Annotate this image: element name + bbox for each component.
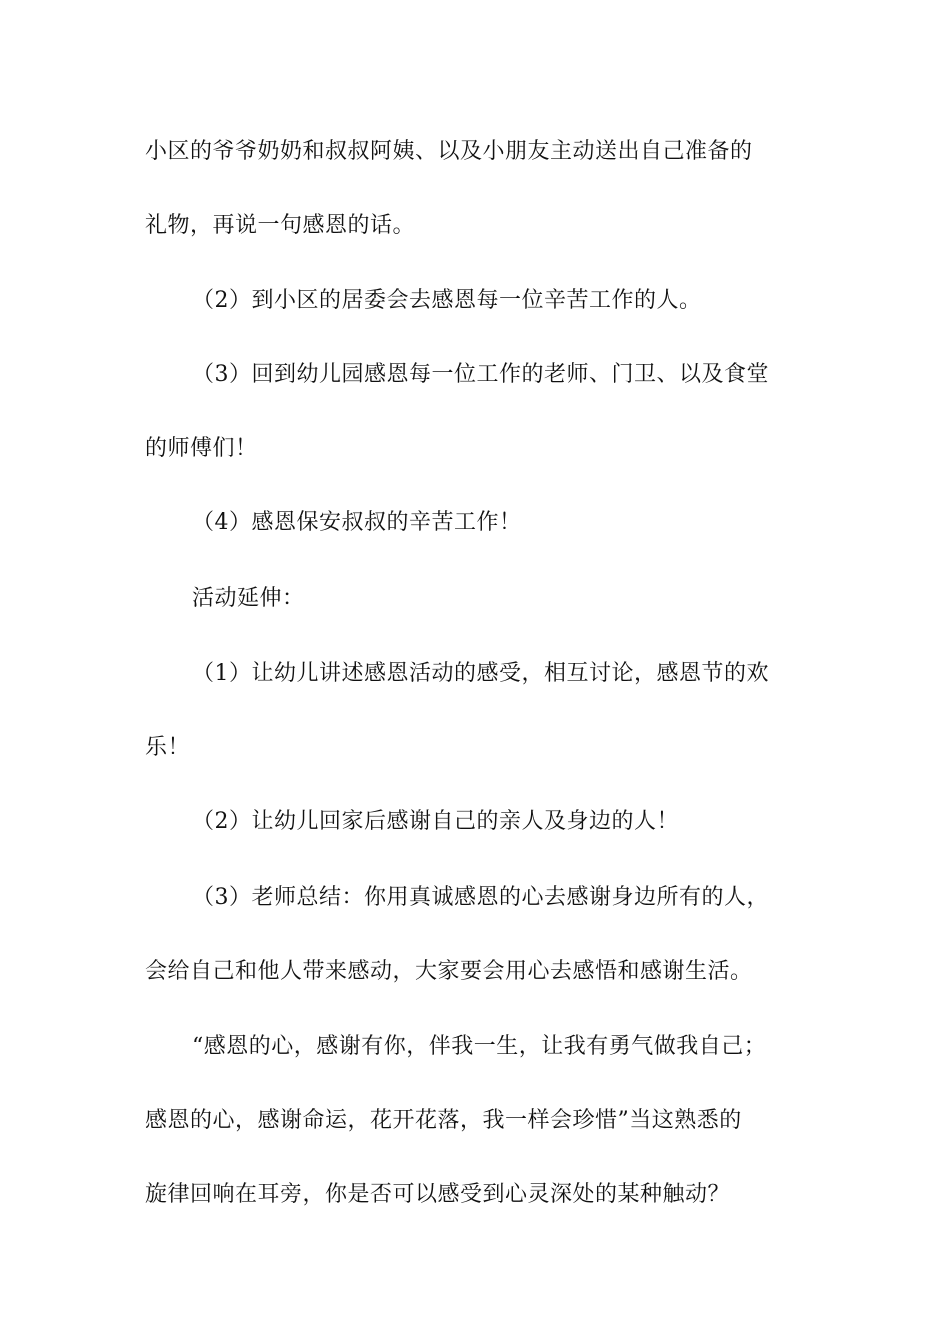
section-heading-extension: 活动延伸： (192, 586, 305, 611)
extension-item-3: （3）老师总结：你用真诚感恩的心去感谢身边所有的人， (192, 885, 769, 910)
list-item-2: （2）到小区的居委会去感恩每一位辛苦工作的人。 (192, 288, 702, 313)
text-line-14: 感恩的心，感谢命运，花开花落，我一样会珍惜”当这熟悉的 (145, 1108, 742, 1133)
list-item-4: （4）感恩保安叔叔的辛苦工作！ (192, 510, 522, 535)
text-line-12: 会给自己和他人带来感动，大家要会用心去感悟和感谢生活。 (145, 959, 753, 984)
text-line-15: 旋律回响在耳旁，你是否可以感受到心灵深处的某种触动？ (145, 1182, 731, 1207)
list-item-3: （3）回到幼儿园感恩每一位工作的老师、门卫、以及食堂 (192, 362, 769, 387)
text-line-9: 乐！ (145, 735, 191, 760)
text-line-1: 小区的爷爷奶奶和叔叔阿姨、以及小朋友主动送出自己准备的 (145, 139, 753, 164)
extension-item-1: （1）让幼儿讲述感恩活动的感受，相互讨论，感恩节的欢 (192, 661, 769, 686)
extension-item-2: （2）让幼儿回家后感谢自己的亲人及身边的人！ (192, 809, 679, 834)
text-line-5: 的师傅们！ (145, 436, 258, 461)
text-line-2: 礼物，再说一句感恩的话。 (145, 213, 416, 238)
quote-paragraph-start: “感恩的心，感谢有你，伴我一生，让我有勇气做我自己； (192, 1034, 767, 1059)
